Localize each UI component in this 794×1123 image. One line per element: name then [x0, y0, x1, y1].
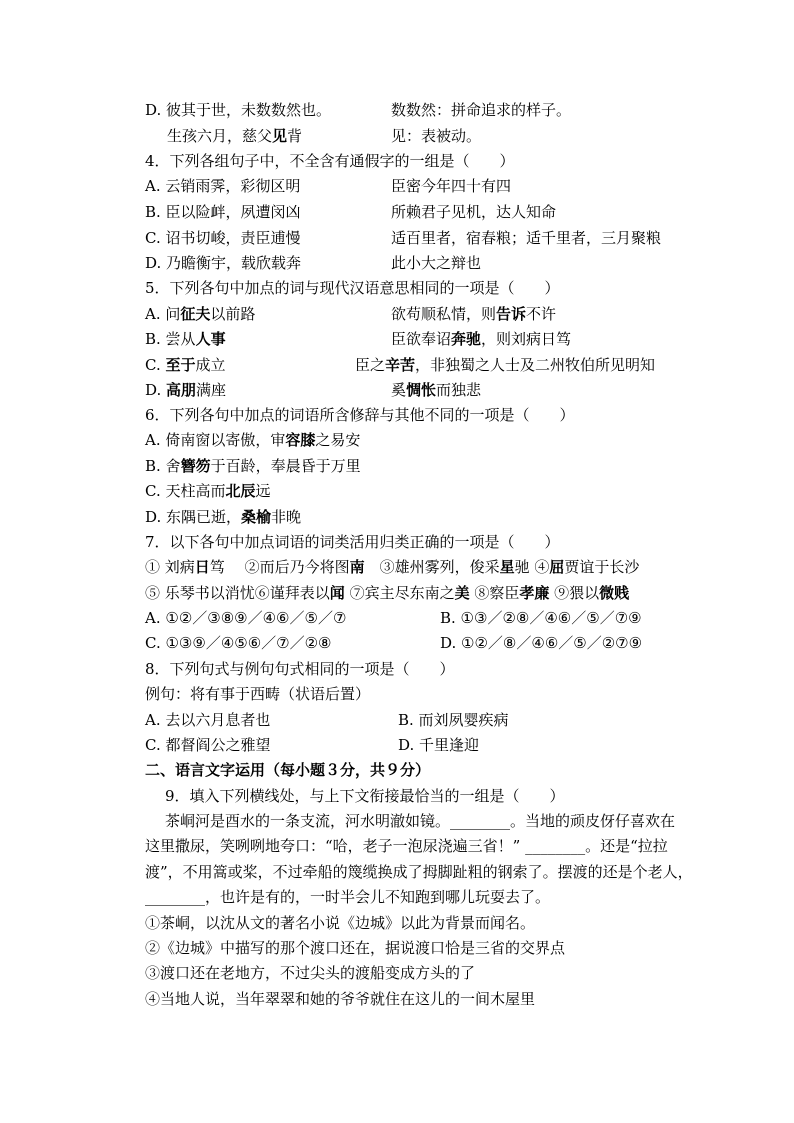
q5-option-a: A. 问征夫以前路 [145, 305, 256, 323]
q9-passage-line3: 渡”，不用篙或桨，不过牵船的篾缆换成了拇脚趾粗的钢索了。摆渡的还是个老人， [145, 863, 693, 881]
dotted-word: 惆怅 [406, 381, 437, 399]
dotted-word: 闻 [329, 584, 345, 602]
q8-option-d: D. 千里逢迎 [398, 736, 480, 754]
q8-example: 例句：将有事于西畴（状语后置） [145, 685, 371, 703]
dotted-word: 辛苦 [385, 356, 416, 374]
q9-passage-line1: 茶峒河是酉水的一条支流，河水明澈如镜。________。当地的顽皮伢仔喜欢在 [165, 812, 676, 830]
q4-option-c-right: 适百里者，宿春粮；适千里者，三月聚粮 [391, 229, 662, 247]
dotted-word: 星 [499, 558, 515, 576]
q7-items-line1: ① 刘病日笃 ②而后乃今将图南 ③雄州雾列，俊采星驰 ④屈贾谊于长沙 [145, 558, 640, 576]
q6-option-b: B. 舍簪笏于百龄，奉晨昏于万里 [145, 457, 361, 475]
q5-option-d: D. 高朋满座 [145, 381, 227, 399]
q9-passage-line2: 这里撒尿，笑咧咧地夸口：“哈，老子一泡尿浇遍三省！” ________。还是“拉拉 [145, 837, 668, 855]
q4-option-b: B. 臣以险衅，夙遭闵凶 [145, 203, 301, 221]
q5-stem: 5．下列各句中加点的词与现代汉语意思相同的一项是（ ） [145, 279, 560, 297]
q9-stem: 9．填入下列横线处，与上下文衔接最恰当的一组是（ ） [165, 787, 565, 805]
dotted-word: 高朋 [166, 381, 197, 399]
q4-option-a: A. 云销雨霁，彩彻区明 [145, 177, 301, 195]
q9-choice-2: ②《边城》中描写的那个渡口还在，据说渡口恰是三省的交界点 [145, 939, 566, 957]
q5-option-c: C. 至于成立 [145, 356, 226, 374]
q4-option-b-right: 所赖君子见机，达人知命 [391, 203, 557, 221]
dotted-word: 日 [194, 558, 210, 576]
q7-option-d: D. ①②／⑧／④⑥／⑤／②⑦⑨ [440, 634, 643, 652]
section-heading: 二、语言文字运用（每小题３分，共９分） [145, 761, 431, 779]
q4-option-d-right: 此小大之辩也 [391, 254, 482, 272]
dotted-word: 微贱 [599, 584, 630, 602]
q6-option-c: C. 天柱高而北辰远 [145, 482, 271, 500]
q5-option-a-right: 欲苟顺私情，则告诉不许 [391, 305, 557, 323]
dotted-word: 桑榆 [241, 508, 272, 526]
q5-option-b: B. 尝从人事 [145, 330, 226, 348]
q5-option-b-right: 臣欲奉诏奔驰，则刘病日笃 [391, 330, 572, 348]
q3-option-d: D. 彼其于世，未数数然也。 [145, 101, 332, 119]
q4-option-c: C. 诏书切峻，责臣逋慢 [145, 229, 301, 247]
dotted-word: 美 [454, 584, 470, 602]
q8-option-c: C. 都督阎公之雅望 [145, 736, 271, 754]
q8-stem: 8．下列句式与例句句式相同的一项是（ ） [145, 660, 455, 678]
q4-stem: 4．下列各组句子中，不全含有通假字的一组是（ ） [145, 152, 515, 170]
q6-stem: 6．下列各句中加点的词语所含修辞与其他不同的一项是（ ） [145, 406, 575, 424]
dotted-word: 孝廉 [519, 584, 550, 602]
q3-option-d-note2: 见：表被动。 [391, 127, 482, 145]
dotted-word: 北辰 [225, 482, 256, 500]
dotted-word: 南 [349, 558, 365, 576]
dotted-word: 告诉 [496, 305, 527, 323]
q9-passage-line4: ________，也许是有的，一时半会儿不知跑到哪儿玩耍去了。 [145, 888, 551, 906]
q7-option-a: A. ①②／③⑧⑨／④⑥／⑤／⑦ [145, 609, 347, 627]
dotted-word: 屈 [549, 558, 565, 576]
q7-items-line2: ⑤ 乐琴书以消忧⑥谨拜表以闻 ⑦宾主尽东南之美 ⑧察臣孝廉 ⑨猥以微贱 [145, 584, 630, 602]
q7-stem: 7．以下各句中加点词语的词类活用归类正确的一项是（ ） [145, 533, 560, 551]
q4-option-a-right: 臣密今年四十有四 [391, 177, 512, 195]
q3-option-d-note: 数数然：拼命追求的样子。 [391, 101, 572, 119]
q4-option-d: D. 乃瞻衡宇，载欣载奔 [145, 254, 302, 272]
dotted-word: 见 [272, 127, 288, 145]
dotted-word: 簪笏 [180, 457, 211, 475]
q6-option-d: D. 东隅已逝，桑榆非晚 [145, 508, 302, 526]
dotted-word: 至于 [165, 356, 196, 374]
q5-option-d-right: 奚惆怅而独悲 [391, 381, 482, 399]
q7-option-b: B. ①③／②⑧／④⑥／⑤／⑦⑨ [440, 609, 642, 627]
q8-option-b: B. 而刘夙婴疾病 [398, 711, 509, 729]
q9-choice-1: ①茶峒，以沈从文的著名小说《边城》以此为背景而闻名。 [145, 914, 536, 932]
q8-option-a: A. 去以六月息者也 [145, 711, 271, 729]
dotted-word: 奔驰 [451, 330, 482, 348]
q6-option-a: A. 倚南窗以寄傲，审容膝之易安 [145, 431, 361, 449]
q3-option-d-line2: 生孩六月，慈父见背 [167, 127, 303, 145]
q9-choice-4: ④当地人说，当年翠翠和她的爷爷就住在这儿的一间木屋里 [145, 990, 536, 1008]
q5-option-c-right: 臣之辛苦，非独蜀之人士及二州牧伯所见明知 [355, 356, 656, 374]
dotted-word: 征夫 [180, 305, 211, 323]
dotted-word: 人事 [195, 330, 226, 348]
dotted-word: 容膝 [285, 431, 316, 449]
q7-option-c: C. ①③⑨／④⑤⑥／⑦／②⑧ [145, 634, 332, 652]
q9-choice-3: ③渡口还在老地方，不过尖头的渡船变成方头的了 [145, 964, 476, 982]
